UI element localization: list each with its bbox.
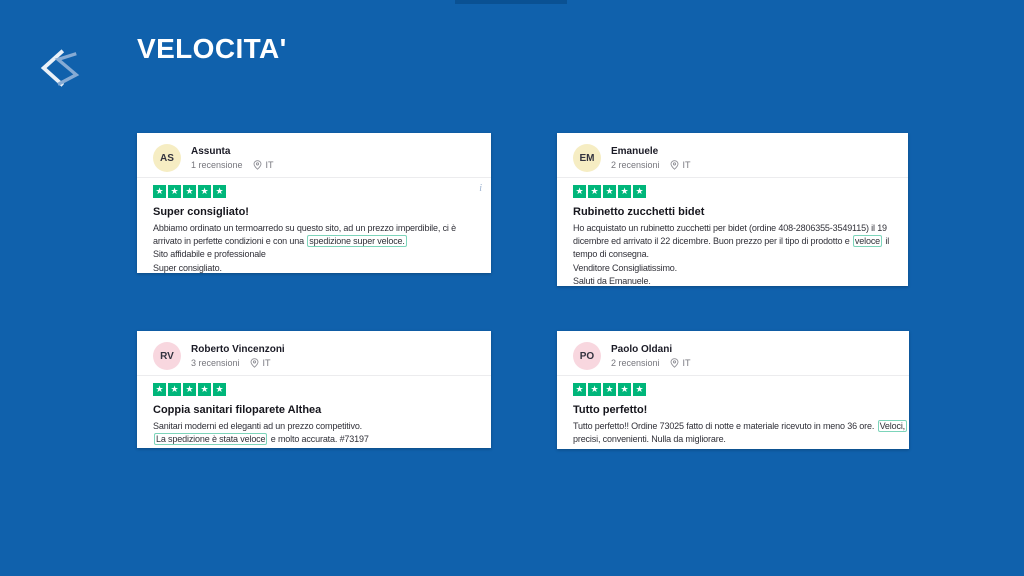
review-title: Super consigliato!	[153, 206, 249, 218]
location-pin-icon	[670, 358, 679, 368]
avatar-initials: RV	[160, 350, 174, 362]
review-text: Sanitari moderni ed eleganti ad un prezzo competitivo.	[153, 421, 363, 431]
reviewer-location: IT	[265, 160, 274, 170]
location-pin-icon	[250, 358, 259, 368]
location-pin-icon	[253, 160, 262, 170]
avatar-initials: EM	[579, 152, 595, 164]
reviewer-location: IT	[682, 160, 691, 170]
review-count: 2 recensioni	[611, 358, 660, 368]
review-text: il	[883, 236, 890, 247]
star-icon: ★	[198, 185, 211, 198]
review-text: tempo di consegna.	[573, 249, 649, 260]
review-header	[557, 331, 909, 371]
reviewer-name: Roberto Vincenzoni	[191, 344, 285, 355]
star-icon: ★	[633, 185, 646, 198]
review-title: Coppia sanitari filoparete Althea	[153, 404, 322, 416]
avatar-initials: AS	[160, 152, 174, 164]
highlighted-text: La spedizione è stata veloce	[156, 434, 266, 445]
star-rating	[573, 383, 646, 396]
avatar	[153, 342, 181, 370]
review-header	[137, 331, 491, 371]
star-icon: ★	[168, 185, 181, 198]
location-pin-icon	[670, 160, 679, 170]
star-icon: ★	[198, 383, 211, 396]
reviewer-location: IT	[262, 358, 271, 368]
review-text: Sito affidabile e professionale	[153, 249, 266, 260]
review-title: Rubinetto zucchetti bidet	[573, 206, 705, 218]
star-icon: ★	[573, 383, 586, 396]
review-text: arrivato in perfette condizioni e con una	[153, 236, 307, 247]
review-body	[557, 218, 908, 286]
review-text: Tutto perfetto!! Ordine 73025 fatto di notte e materiale ricevuto in meno 36 ore.	[573, 421, 877, 431]
review-text: e molto accurata. #73197	[268, 434, 369, 445]
star-icon: ★	[618, 185, 631, 198]
highlighted-text: spedizione super veloce.	[309, 236, 405, 247]
star-icon: ★	[183, 383, 196, 396]
star-icon: ★	[588, 383, 601, 396]
review-body	[137, 218, 491, 273]
company-logo-icon	[36, 46, 82, 92]
review-text: dicembre ed arrivato il 22 dicembre. Buon prezzo per il tipo di prodotto e	[573, 236, 852, 247]
star-icon: ★	[183, 185, 196, 198]
info-glyph: i	[479, 183, 482, 194]
review-text: Ho acquistato un rubinetto zucchetti per bidet (ordine 408-2806355-3549115) il 19	[573, 223, 887, 233]
reviewer-location: IT	[682, 358, 691, 368]
star-icon: ★	[213, 185, 226, 198]
review-card-emanuele	[557, 133, 908, 286]
star-icon: ★	[633, 383, 646, 396]
review-body	[557, 416, 909, 446]
review-card-assunta	[137, 133, 491, 273]
star-icon: ★	[603, 383, 616, 396]
star-icon: ★	[153, 383, 166, 396]
star-icon: ★	[588, 185, 601, 198]
review-text: Abbiamo ordinato un termoarredo su questo sito, ad un prezzo imperdibile, ci è	[153, 223, 456, 233]
star-icon: ★	[168, 383, 181, 396]
review-card-roberto	[137, 331, 491, 448]
reviewer-name: Emanuele	[611, 146, 659, 157]
avatar	[573, 144, 601, 172]
review-text: Venditore Consigliatissimo.	[573, 262, 678, 273]
highlighted-text: veloce	[854, 236, 881, 247]
top-edge-strip	[455, 0, 567, 4]
review-header	[557, 133, 908, 173]
review-count: 3 recensioni	[191, 358, 240, 368]
review-card-paolo	[557, 331, 909, 449]
star-rating	[573, 185, 646, 198]
reviewer-name: Assunta	[191, 146, 231, 157]
avatar-initials: PO	[579, 350, 595, 362]
avatar	[573, 342, 601, 370]
review-body	[137, 416, 491, 446]
review-header	[137, 133, 491, 173]
reviewer-name: Paolo Oldani	[611, 344, 673, 355]
star-icon: ★	[618, 383, 631, 396]
review-text: precisi, convenienti. Nulla da migliorare.	[573, 434, 726, 445]
review-text: Super consigliato.	[153, 262, 222, 273]
avatar	[153, 144, 181, 172]
star-icon: ★	[153, 185, 166, 198]
star-icon: ★	[603, 185, 616, 198]
slide-title: VELOCITA'	[137, 33, 287, 64]
review-count: 2 recensioni	[611, 160, 660, 170]
star-rating	[153, 185, 226, 198]
review-text: Saluti da Emanuele.	[573, 275, 651, 286]
review-count: 1 recensione	[191, 160, 243, 170]
star-icon: ★	[573, 185, 586, 198]
star-icon: ★	[213, 383, 226, 396]
highlighted-text: Veloci,	[879, 421, 906, 431]
star-rating	[153, 383, 226, 396]
review-title: Tutto perfetto!	[573, 404, 648, 416]
